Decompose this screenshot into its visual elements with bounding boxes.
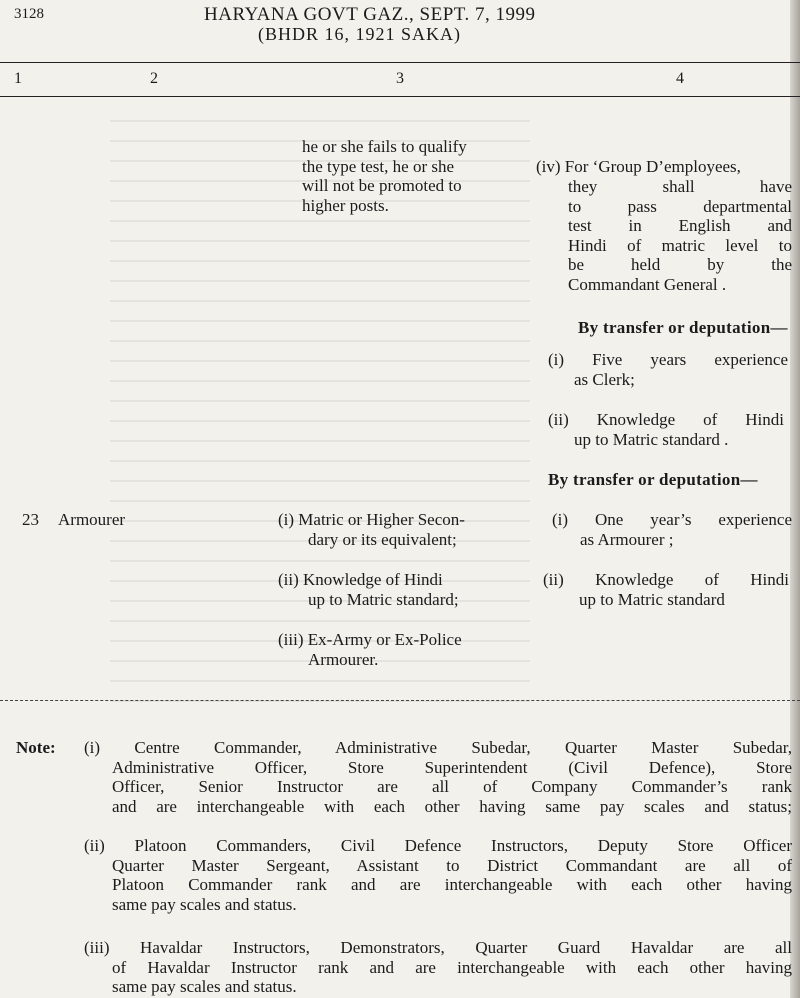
transfer-heading: By transfer or deputation—: [548, 470, 758, 489]
text-line: he or she fails to qualify: [302, 137, 467, 156]
text-line: to pass departmental: [568, 196, 792, 216]
text-line: (i) Five years experience: [548, 350, 788, 369]
text-line: (ii) Knowledge of Hindi: [543, 570, 789, 589]
transfer-item: [543, 570, 789, 609]
qualification-item: [278, 510, 522, 549]
text-line: Platoon Commander rank and are interchangeable with each other having: [112, 875, 792, 895]
gazette-title: HARYANA GOVT GAZ., SEPT. 7, 1999: [204, 4, 536, 25]
row-23-post: Armourer: [58, 510, 126, 529]
text-line: they shall have: [568, 177, 792, 196]
header-rule-bottom: [0, 96, 800, 97]
text-line: as Clerk;: [574, 369, 635, 389]
transfer-item: [552, 510, 792, 549]
text-line: the type test, he or she: [302, 156, 455, 176]
transfer-item: [548, 410, 784, 449]
text-line: be held by the: [568, 255, 792, 275]
transfer-heading: By transfer or deputation—: [578, 318, 788, 337]
text-line: up to Matric standard;: [308, 589, 459, 609]
text-line: of Havaldar Instructor rank and are interchangeable with each other having: [112, 957, 792, 977]
text-line: (iii) Ex-Army or Ex-Police: [278, 630, 462, 649]
text-line: test in English and: [568, 216, 792, 236]
text-line: (iii) Havaldar Instructors, Demonstrators, Quarter Guard Havaldar are all: [84, 938, 792, 957]
text-line: (iv) For ‘Group D’employees,: [536, 157, 741, 176]
text-line: same pay scales and status.: [112, 894, 297, 914]
col4-group-d-lines: [568, 177, 792, 295]
text-line: (i) Centre Commander, Administrative Subedar, Quarter Master Subedar,: [84, 738, 792, 757]
col3-continuation-text: [302, 137, 524, 215]
text-line: Administrative Officer, Store Superintendent (Civil Defence), Store: [112, 757, 792, 777]
text-line: (ii) Platoon Commanders, Civil Defence Instructors, Deputy Store Officer: [84, 836, 792, 855]
note-item: [84, 738, 792, 816]
text-line: will not be promoted to: [302, 176, 462, 196]
text-line: up to Matric standard .: [574, 429, 729, 449]
text-line: (i) One year’s experience: [552, 510, 792, 529]
row-23-number: 23: [22, 510, 39, 529]
text-line: Commandant General .: [568, 274, 727, 294]
header-rule-top: [0, 62, 800, 63]
gazette-date-saka: (BHDR 16, 1921 SAKA): [258, 24, 462, 44]
text-line: dary or its equivalent;: [308, 529, 457, 549]
qualification-item: [278, 630, 522, 669]
text-line: Quarter Master Sergeant, Assistant to District Commandant are all of: [112, 855, 792, 875]
column-number-2: 2: [150, 70, 158, 87]
text-line: as Armourer ;: [580, 529, 674, 549]
column-number-1: 1: [14, 70, 22, 87]
text-line: same pay scales and status.: [112, 977, 297, 997]
qualification-item: [278, 570, 522, 609]
text-line: and are interchangeable with each other having same pay scales and status;: [112, 796, 792, 816]
text-line: up to Matric standard: [579, 589, 725, 609]
text-line: (i) Matric or Higher Secon-: [278, 510, 465, 529]
table-end-rule: [0, 700, 800, 701]
text-line: Armourer.: [308, 649, 379, 669]
col4-group-d-text: [536, 157, 792, 177]
text-line: (ii) Knowledge of Hindi: [278, 570, 443, 589]
text-line: higher posts.: [302, 195, 389, 215]
column-number-3: 3: [396, 70, 404, 87]
column-number-4: 4: [676, 70, 684, 87]
text-line: Hindi of matric level to: [568, 235, 792, 255]
transfer-item: [548, 350, 788, 389]
page-number: 3128: [14, 6, 44, 22]
note-label: Note:: [16, 738, 56, 757]
note-item: [84, 836, 792, 914]
note-item: [84, 938, 792, 997]
text-line: (ii) Knowledge of Hindi: [548, 410, 784, 429]
text-line: Officer, Senior Instructor are all of Company Commander’s rank: [112, 777, 792, 797]
